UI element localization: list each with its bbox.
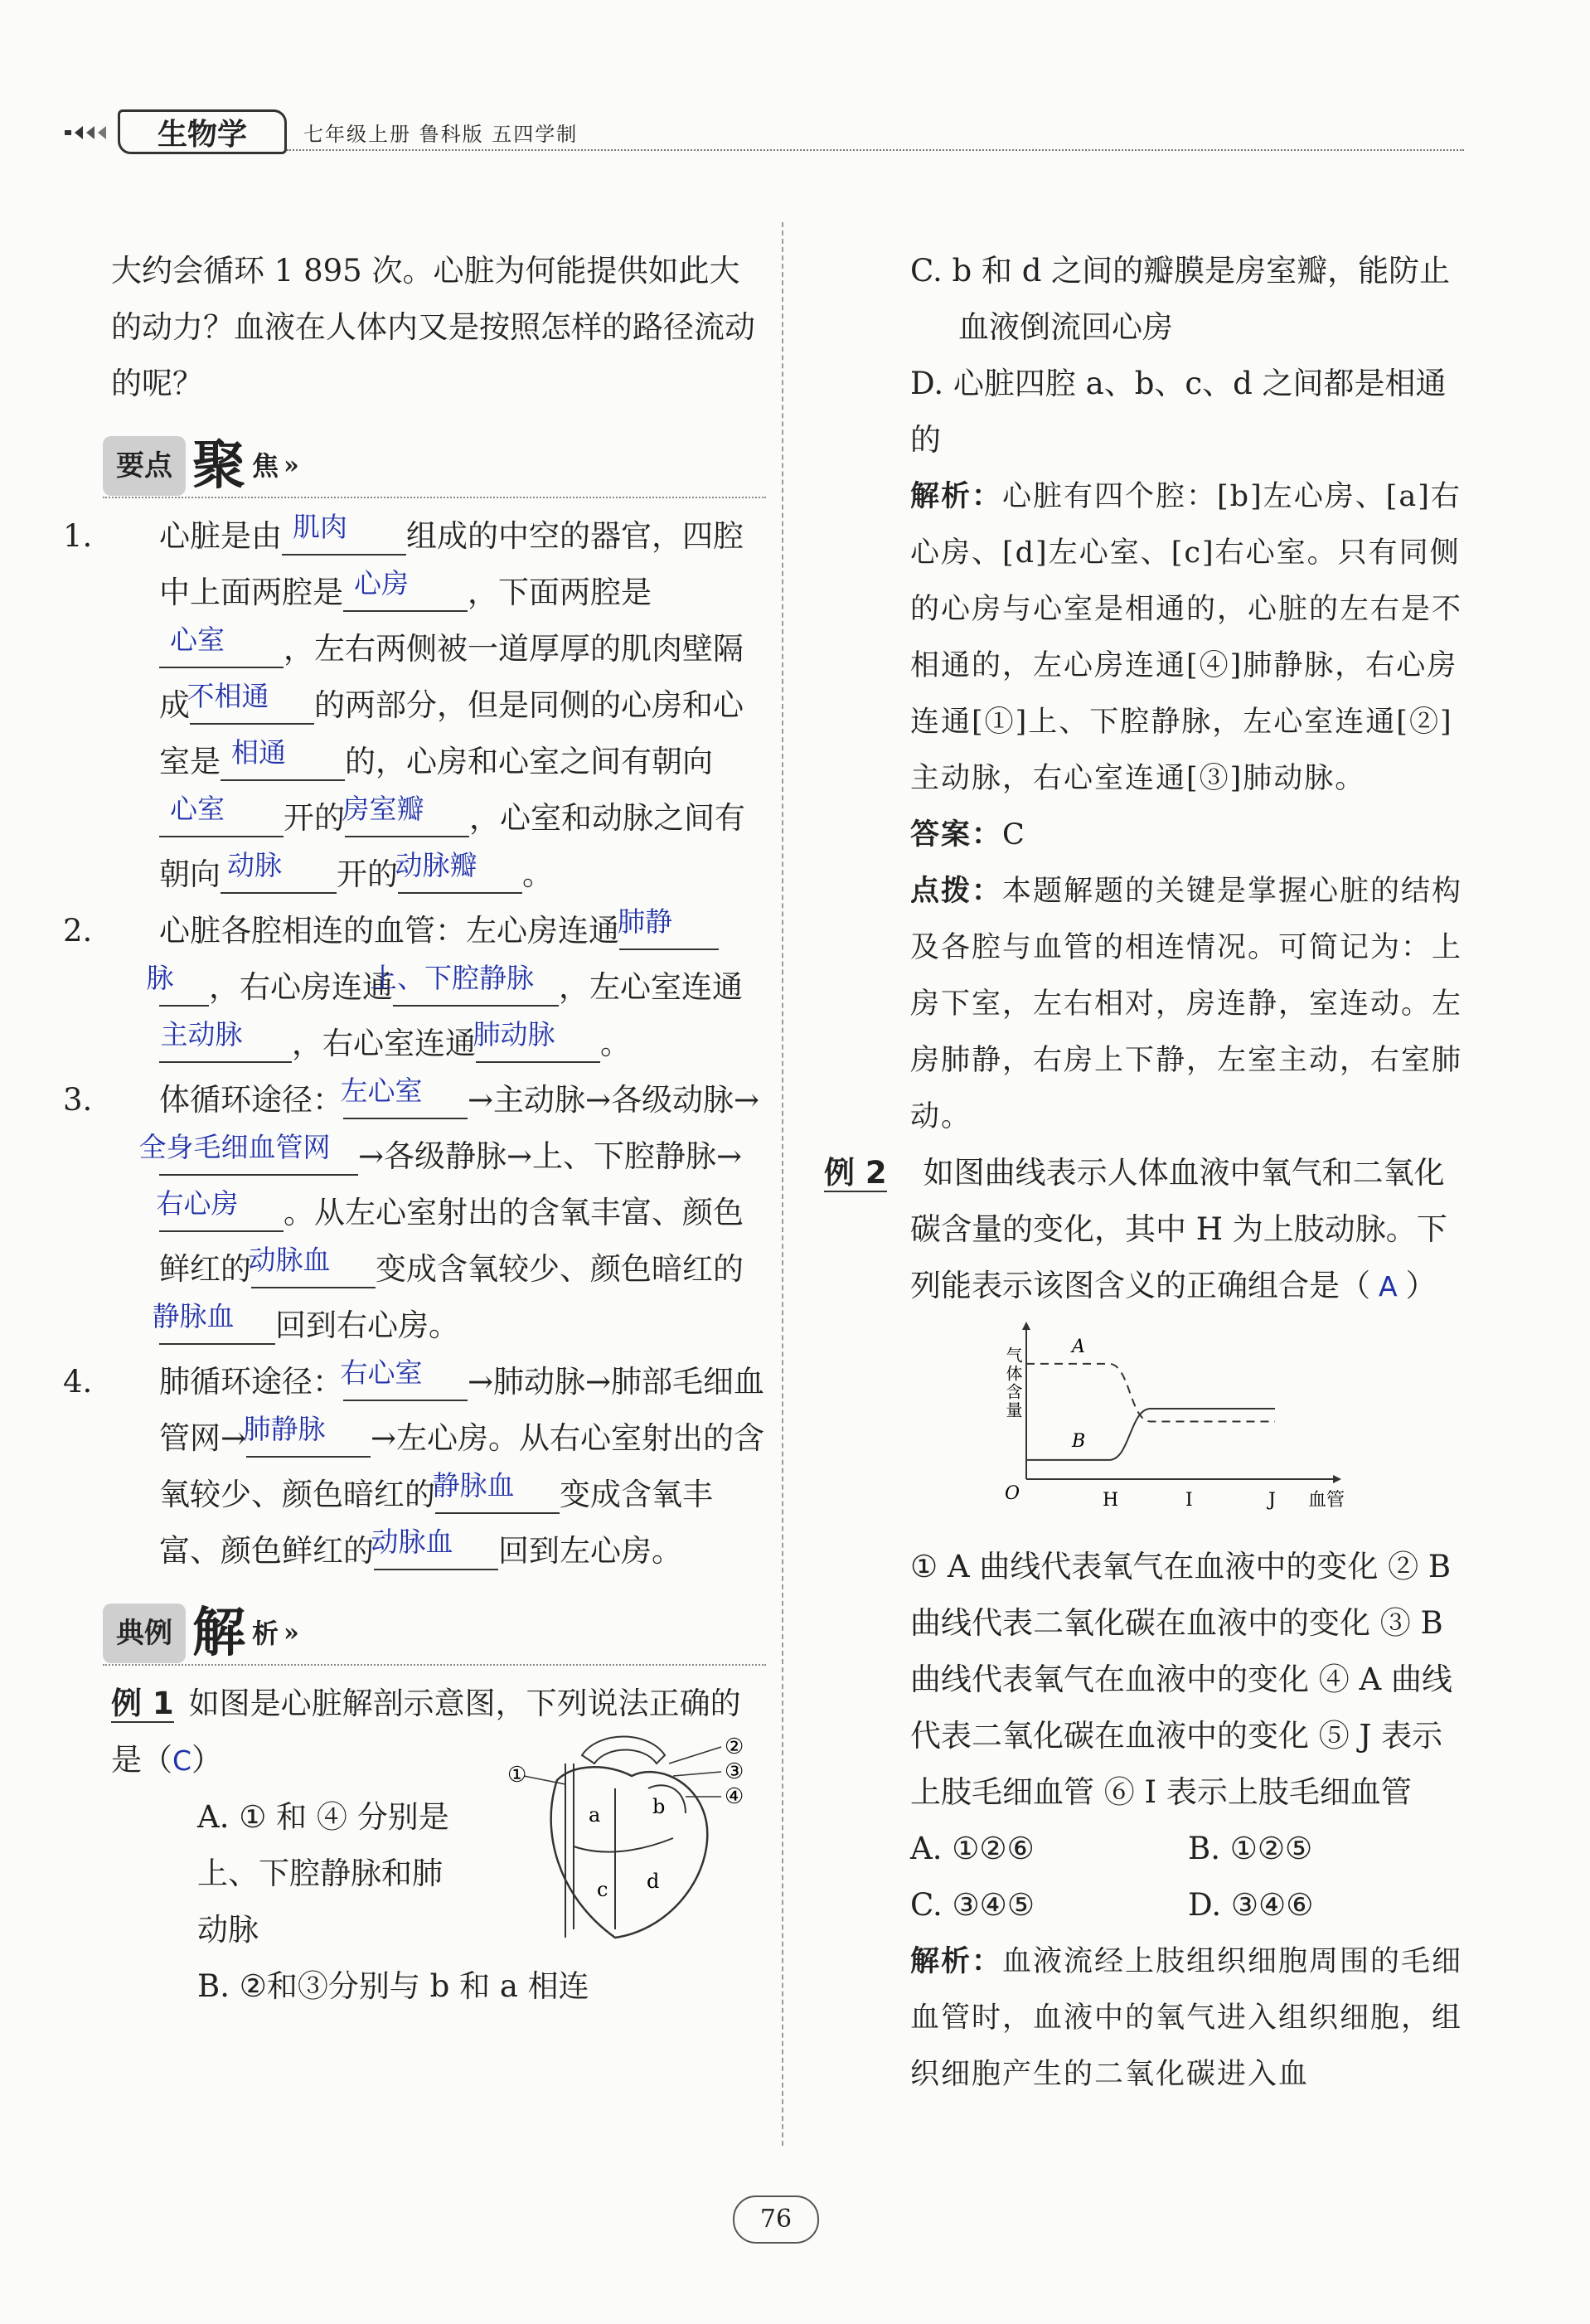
answer-1: 答案：C bbox=[910, 818, 1026, 851]
question-2: 2. 心脏各腔相连的血管：左心房连通肺静脉 ，右心房连通上、下腔静脉 ，左心室连通主动脉 ，右心室连通肺动脉 。 bbox=[63, 905, 743, 1061]
y-axis-arrow bbox=[1022, 1322, 1030, 1330]
analysis-1: 解析：心脏有四个腔：[b]左心房、[a]右心房、[d]左心室、[c]右心室。只有同侧的心房与心室是相通的，心脏的左右是不相通的，左心房连通[④]肺静脉，右心房连通[①]上、下腔静脉，左心室连通[②]主动脉，右心室连通[③]肺动脉。 bbox=[910, 480, 1463, 795]
answer-blank[interactable]: 肺动脉 bbox=[476, 1027, 600, 1063]
option-b: B. ①②⑤ bbox=[1188, 1831, 1313, 1866]
x-tick-label: I bbox=[1185, 1490, 1193, 1511]
answer-blank[interactable]: 全身毛细血管网 bbox=[159, 1140, 358, 1176]
answer-blank[interactable]: 脉 bbox=[159, 971, 209, 1007]
answer-blank[interactable]: 心室 bbox=[159, 633, 284, 668]
heart-label: ① bbox=[507, 1763, 527, 1788]
option-d: D. 心脏四腔 a、b、c、d 之间都是相通的 bbox=[910, 366, 1447, 458]
options-row-1 bbox=[910, 1821, 1466, 1877]
option-d: D. ③④⑥ bbox=[1188, 1887, 1314, 1923]
section-heading-examples: 典例 解 析 » bbox=[103, 1596, 766, 1671]
tip-1: 点拨：本题解题的关键是掌握心脏的结构及各腔与血管的相连情况。可简记为：上房下室，左右相对，房连静，室连动。左房肺静，右房上下静，左室主动，右室肺动。 bbox=[910, 875, 1463, 1133]
answer-blank[interactable]: 静脉血 bbox=[159, 1309, 275, 1345]
answer-blank[interactable]: 房室瓣 bbox=[345, 802, 469, 837]
answer-blank[interactable]: 上、下腔静脉 bbox=[393, 971, 559, 1007]
option-a: A. ① 和 ④ 分别是上、下腔静脉和肺动脉 bbox=[197, 1799, 449, 1948]
page-header bbox=[65, 109, 1466, 156]
statements: ① A 曲线代表氧气在血液中的变化 ② B 曲线代表二氧化碳在血液中的变化 ③ B 曲线代表氧气在血液中的变化 ④ A 曲线代表二氧化碳在血液中的变化 ⑤ J 表示上肢毛细血管 ⑥ I 表示上肢毛细血管 bbox=[910, 1549, 1453, 1810]
series-label: A bbox=[1072, 1336, 1085, 1357]
answer-blank[interactable]: 动脉血 bbox=[374, 1535, 498, 1570]
answer-blank[interactable]: 动脉 bbox=[221, 858, 337, 894]
question-3: 3. 体循环途径：左心室 →主动脉→各级动脉→全身毛细血管网 →各级静脉→上、下腔静脉→右心房 。从左心室射出的含氧丰富、颜色鲜红的动脉血 变成含氧较少、颜色暗红的静脉血 回到右心房。 bbox=[63, 1075, 760, 1343]
book-info: 七年级上册 鲁科版 五四学制 bbox=[303, 123, 579, 146]
answer-blank[interactable]: 肺静 bbox=[619, 915, 719, 950]
question-4: 4. 肺循环途径：右心室 →肺动脉→肺部毛细血管网→肺静脉 →左心房。从右心室射出的含氧较少、颜色暗红的静脉血 变成含氧丰富、颜色鲜红的动脉血 回到左心房。 bbox=[63, 1356, 765, 1569]
answer-blank[interactable]: 动脉瓣 bbox=[398, 858, 522, 894]
answer-blank[interactable]: 不相通 bbox=[190, 689, 314, 725]
example-label: 例 2 bbox=[824, 1155, 887, 1191]
answer-blank[interactable]: 心房 bbox=[343, 576, 468, 612]
option-b: B. ②和③分别与 b 和 a 相连 bbox=[197, 1968, 589, 2004]
option-c: C. ③④⑤ bbox=[910, 1887, 1035, 1923]
answer-blank[interactable]: 动脉血 bbox=[251, 1253, 376, 1288]
series-line-B bbox=[1026, 1409, 1275, 1460]
heart-label: a bbox=[589, 1803, 601, 1827]
subject-title: 生物学 bbox=[118, 109, 287, 154]
header-decoration-icon bbox=[65, 123, 114, 143]
x-axis-label: 血管 bbox=[1308, 1490, 1345, 1511]
answer-blank[interactable]: 静脉血 bbox=[435, 1478, 560, 1514]
origin-label: O bbox=[1005, 1483, 1020, 1504]
left-column bbox=[63, 243, 766, 2015]
heart-label: ④ bbox=[725, 1784, 744, 1809]
example-label: 例 1 bbox=[111, 1686, 174, 1721]
heart-label: b bbox=[652, 1795, 666, 1818]
answer-blank[interactable]: 左心室 bbox=[343, 1084, 468, 1119]
x-tick-label: J bbox=[1268, 1490, 1276, 1511]
answer-blank[interactable]: 主动脉 bbox=[159, 1027, 292, 1063]
x-axis-arrow bbox=[1333, 1475, 1341, 1483]
option-a: A. ①②⑥ bbox=[910, 1831, 1035, 1866]
column-divider bbox=[782, 222, 783, 2146]
x-tick-label: H bbox=[1103, 1490, 1119, 1511]
option-c: C. b 和 d 之间的瓣膜是房室瓣，能防止血液倒流回心房 bbox=[910, 253, 1451, 345]
answer-blank[interactable]: 右心室 bbox=[343, 1366, 468, 1401]
header-rule bbox=[287, 149, 1464, 151]
right-column bbox=[824, 243, 1466, 2103]
gas-content-chart bbox=[985, 1322, 1350, 1521]
example-1: 例 1 如图是心脏解剖示意图，下列说法正确的是（C） A. ① 和 ④ 分别是上、下腔静脉和肺动脉 B. ②和③分别与 b 和 a 相连 ① ② ③ ④ a b c d bbox=[111, 1676, 766, 2015]
answer-blank[interactable]: 右心房 bbox=[159, 1196, 284, 1232]
heart-label: ③ bbox=[725, 1759, 744, 1784]
page-number: 76 bbox=[733, 2195, 819, 2244]
answer-blank[interactable]: 相通 bbox=[221, 745, 345, 781]
example-answer: A bbox=[1379, 1270, 1398, 1303]
example-2: 例 2 如图曲线表示人体血液中氧气和二氧化碳含量的变化，其中 H 为上肢动脉。下列能表示该图含义的正确组合是（ A ） bbox=[824, 1155, 1447, 1303]
heart-label: d bbox=[647, 1870, 660, 1893]
example-answer: C bbox=[172, 1744, 192, 1777]
heart-label: ② bbox=[725, 1735, 744, 1759]
answer-blank[interactable]: 肌肉 bbox=[282, 520, 406, 556]
answer-blank[interactable]: 心室 bbox=[159, 802, 284, 837]
question-1: 1. 心脏是由 肌肉 组成的中空的器官，四腔中上面两腔是 心房 ，下面两腔是心室 ，左右两侧被一道厚厚的肌肉壁隔成不相通 的两部分，但是同侧的心房和心室是 相通 的，心房和心室之间有朝向心室 开的房室瓣 ，心室和动脉之间有朝向 动脉 开的动脉瓣 。 bbox=[63, 511, 745, 892]
series-label: B bbox=[1072, 1430, 1086, 1452]
intro-text: 大约会循环 1 895 次。心脏为何能提供如此大的动力？血液在人体内又是按照怎样的路径流动的呢？ bbox=[111, 253, 755, 401]
heart-diagram bbox=[507, 1730, 756, 1954]
y-axis-label: 气体含量 bbox=[1003, 1346, 1023, 1419]
analysis-2: 解析：血液流经上肢组织细胞周围的毛细血管时，血液中的氧气进入组织细胞，组织细胞产生的二氧化碳进入血 bbox=[910, 1945, 1463, 2091]
answer-blank[interactable]: 肺静脉 bbox=[246, 1422, 371, 1458]
section-heading-key-points: 要点 聚 焦 » bbox=[103, 429, 766, 503]
series-line-A bbox=[1026, 1364, 1275, 1422]
heart-label: c bbox=[597, 1878, 608, 1901]
options-row-2 bbox=[910, 1877, 1466, 1933]
